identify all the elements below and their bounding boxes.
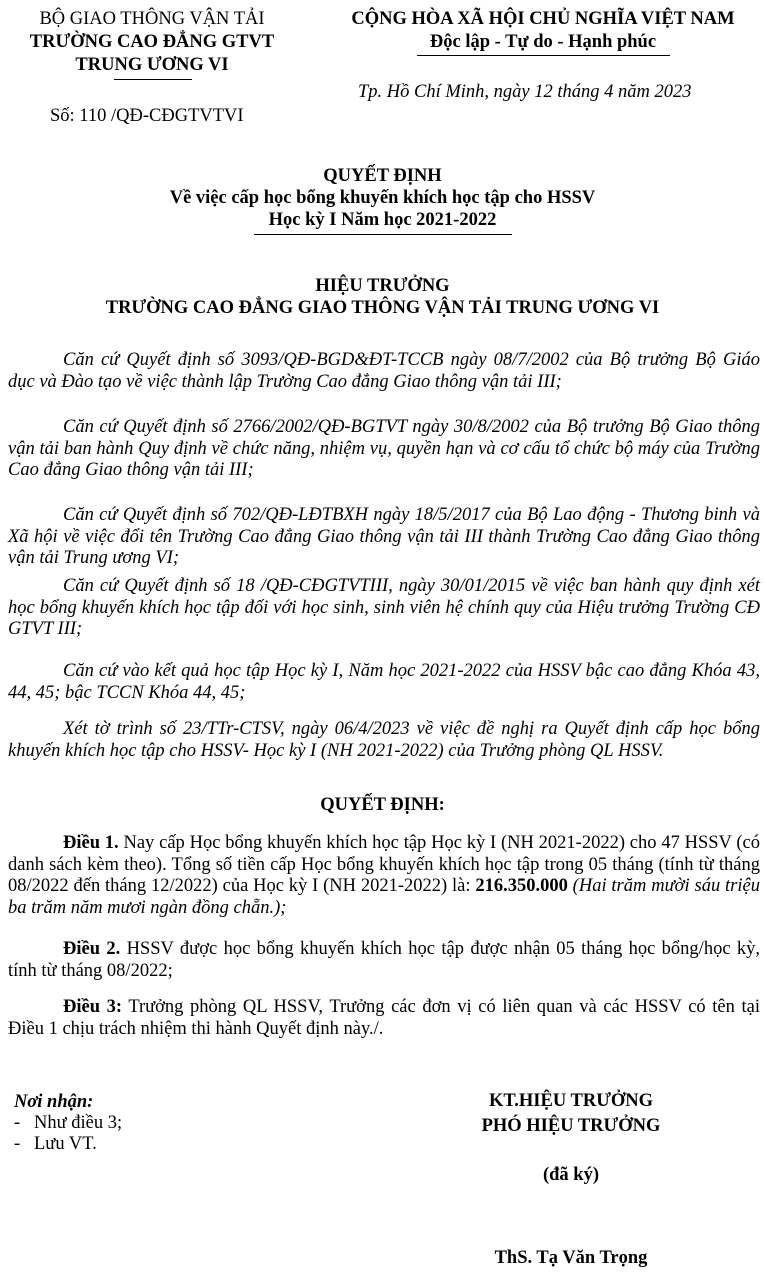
- recipient-item: - Lưu VT.: [14, 1134, 97, 1154]
- authority-school: TRƯỜNG CAO ĐẲNG GIAO THÔNG VẬN TẢI TRUNG ƯƠNG VI: [105, 298, 660, 318]
- article-2-text: HSSV được học bổng khuyến khích học tập được nhận 05 tháng học bổng/học kỳ, tính từ tháng 08/2022;: [8, 939, 761, 981]
- article-1-text: Nay cấp Học bổng khuyến khích học tập Học kỳ I (NH 2021-2022) cho 47 HSSV (có danh sách kèm theo). Tổng số tiền cấp Học bổng khuyến khích học tập trong 05 tháng (tính từ tháng 08/2022 đến tháng 12/2022) của Học kỳ I (NH 2021-2022) là:: [8, 833, 761, 896]
- article-1: [8, 833, 760, 919]
- recipients-label: Nơi nhận:: [14, 1092, 94, 1112]
- article-1-amount: 216.350.000: [475, 876, 568, 896]
- signatory-name: ThS. Tạ Văn Trọng: [494, 1248, 648, 1268]
- preamble-paragraph-4: Căn cứ Quyết định số 18 /QĐ-CĐGTVTIII, ngày 30/01/2015 về việc ban hành quy định xét học bổng khuyến khích học tập đối với học sinh, sinh viên hệ chính quy của Hiệu trưởng Trường CĐ GTVT III;: [8, 576, 760, 639]
- issuing-organization: [28, 8, 276, 77]
- national-header: [330, 8, 756, 54]
- article-1-label: Điều 1.: [63, 833, 119, 853]
- article-1-amount-words: (Hai trăm mười sáu triệu ba trăm năm mươi ngàn đồng chẵn.);: [8, 876, 760, 918]
- title-subject: Về việc cấp học bổng khuyến khích học tập cho HSSV: [169, 188, 596, 208]
- decision-heading: QUYẾT ĐỊNH:: [320, 795, 445, 815]
- motto-underline: [417, 55, 670, 56]
- signature-block: [446, 1089, 696, 1271]
- article-3-text: Trưởng phòng QL HSSV, Trưởng các đơn vị có liên quan và các HSSV có tên tại Điều 1 chịu trách nhiệm thi hành Quyết định này./.: [8, 997, 760, 1039]
- preamble-paragraph-2: Căn cứ Quyết định số 2766/2002/QĐ-BGTVT ngày 30/8/2002 của Bộ trưởng Bộ Giao thông vận tải ban hành Quy định về chức năng, nhiệm vụ, quyền hạn và cơ cấu tổ chức bộ máy của Trường Cao đẳng Giao thông vận tải III;: [8, 417, 760, 480]
- ministry-name: BỘ GIAO THÔNG VẬN TẢI: [39, 9, 265, 29]
- issuing-authority: [0, 275, 765, 319]
- preamble-paragraph-1: Căn cứ Quyết định số 3093/QĐ-BGD&ĐT-TCCB ngày 08/7/2002 của Bộ trưởng Bộ Giáo dục và Đào tạo về việc thành lập Trường Cao đẳng Giao thông vận tải III;: [8, 350, 760, 392]
- school-name-line1: TRƯỜNG CAO ĐẲNG GTVT: [29, 32, 275, 52]
- preamble-paragraph-5: Căn cứ vào kết quả học tập Học kỳ I, Năm học 2021-2022 của HSSV bậc cao đẳng Khóa 43, 44, 45; bậc TCCN Khóa 44, 45;: [8, 661, 760, 703]
- recipients-list: [14, 1092, 214, 1155]
- org-underline: [114, 79, 192, 80]
- signature-signed-note: (đã ký): [542, 1165, 600, 1185]
- decision-title: [0, 165, 765, 231]
- document-number: Số: 110 /QĐ-CĐGTVTVI: [50, 106, 244, 126]
- article-3-label: Điều 3:: [63, 997, 123, 1017]
- article-2-label: Điều 2.: [63, 939, 121, 959]
- preamble-paragraph-6: Xét tờ trình số 23/TTr-CTSV, ngày 06/4/2023 về việc đề nghị ra Quyết định cấp học bổng khuyến khích học tập cho HSSV- Học kỳ I (NH 2021-2022) của Trưởng phòng QL HSSV.: [8, 719, 760, 761]
- preamble-paragraph-3: Căn cứ Quyết định số 702/QĐ-LĐTBXH ngày 18/5/2017 của Bộ Lao động - Thương binh và Xã hội về việc đổi tên Trường Cao đẳng Giao thông vận tải III thành Trường Cao đẳng Giao thông vận tải Trung ương VI;: [8, 505, 760, 568]
- nation-motto: Độc lập - Tự do - Hạnh phúc: [429, 32, 657, 52]
- school-name-line2: TRUNG ƯƠNG VI: [75, 55, 229, 75]
- recipient-item: - Như điều 3;: [14, 1113, 123, 1133]
- title-term: Học kỳ I Năm học 2021-2022: [268, 210, 497, 230]
- authority-title: HIỆU TRƯỞNG: [315, 276, 450, 296]
- article-3: [8, 997, 760, 1040]
- nation-name: CỘNG HÒA XÃ HỘI CHỦ NGHĨA VIỆT NAM: [351, 9, 735, 29]
- signature-on-behalf: KT.HIỆU TRƯỞNG: [488, 1091, 654, 1111]
- title-underline: [254, 234, 512, 235]
- place-and-date: Tp. Hồ Chí Minh, ngày 12 tháng 4 năm 2023: [358, 82, 692, 102]
- signature-position: PHÓ HIỆU TRƯỞNG: [481, 1116, 661, 1136]
- article-2: [8, 939, 760, 982]
- title-main: QUYẾT ĐỊNH: [323, 166, 442, 186]
